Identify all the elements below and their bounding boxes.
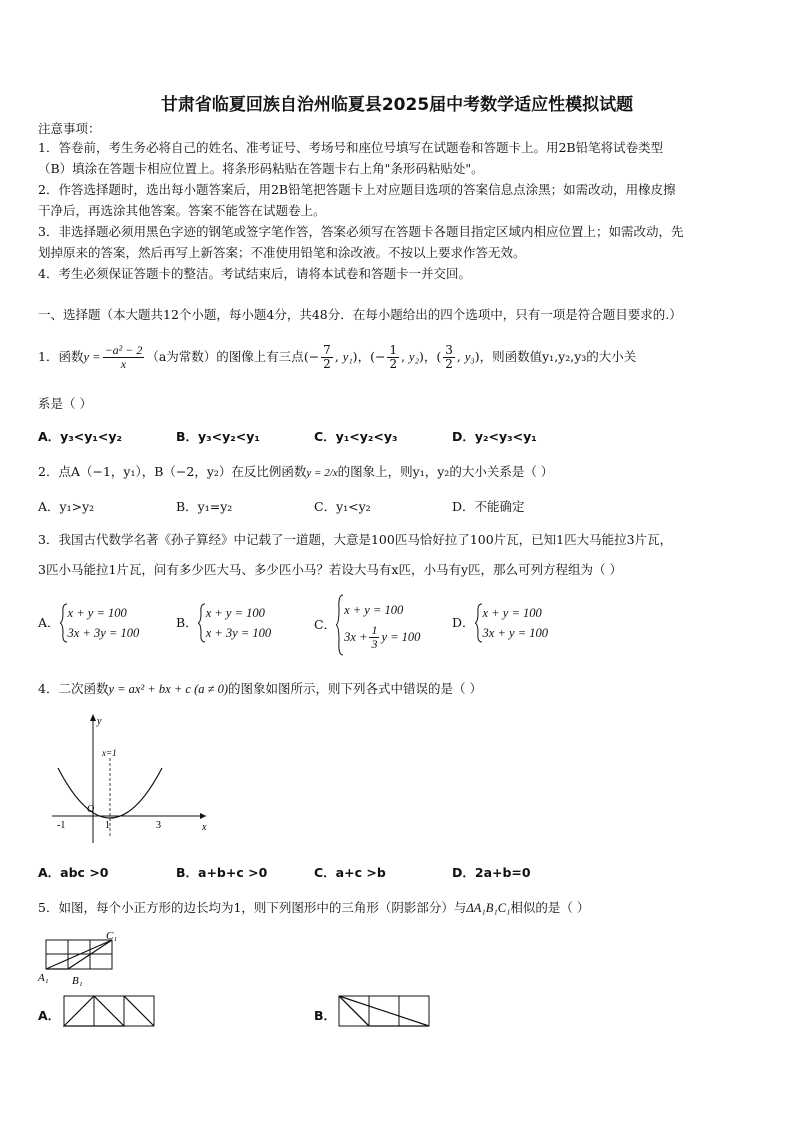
- q5-a-diagonal: [124, 996, 154, 1026]
- q1-point-3: ( $\frac{3}{2}$ , y₃): [436, 342, 480, 371]
- q3-option-d[interactable]: [452, 603, 548, 643]
- q4-stem-b: 的图象如图所示，则下列各式中错误的是（ ）: [228, 681, 482, 696]
- q2-stem-a: 2．点A（−1，y₁），B（−2，y₂）在反比例函数: [38, 464, 307, 479]
- q5-stem-b: 相似的是（ ）: [510, 900, 590, 915]
- notice-line-4: 干净后，再选涂其他答案。答案不能答在试题卷上。: [38, 203, 326, 218]
- q1-p3-y: y₃: [464, 349, 475, 364]
- q4-option-c[interactable]: C．a+c >b: [314, 865, 386, 880]
- notice-line-7: 4．考生必须保证答题卡的整洁。考试结束后，请将本试卷和答题卡一并交回。: [38, 266, 471, 281]
- q3-b-eq2: x + 3y = 100: [205, 626, 272, 640]
- q1-p1-den: 2: [323, 356, 331, 371]
- question-2-stem: [38, 463, 553, 482]
- q3-c-eq2-b: y = 100: [381, 630, 421, 644]
- q5-option-b-figure[interactable]: [338, 995, 430, 1027]
- q1-option-a[interactable]: A．y₃<y₁<y₂: [38, 429, 122, 444]
- q4-option-b[interactable]: B．a+b+c >0: [176, 865, 268, 880]
- q1-condition: （a为常数）的图像上有三点: [146, 349, 304, 364]
- q3-option-b[interactable]: [176, 603, 271, 643]
- q1-option-d[interactable]: D．y₂<y₃<y₁: [452, 429, 537, 444]
- notice-heading: 注意事项：: [38, 121, 101, 136]
- q1-option-c[interactable]: C．y₁<y₂<y₃: [314, 429, 398, 444]
- question-1-stem: 1．函数 y = $\frac{\text{−a² − 2}}{x}$ （a为常数）的图像上有三点 (− $\frac{7}{2}$ , y₁) ， (− $\frac{1}{2}$ , y₂) ， ( $\frac{3}{2}$ , y₃) ，则函数值y₁,y₂,y₃的大小关: [38, 342, 637, 371]
- q3-line-2: 3匹小马能拉1片瓦，问有多少匹大马、多少匹小马？若设大马有x匹，小马有y匹，那么可列方程组为（ ）: [38, 562, 622, 577]
- q2-option-a[interactable]: A．y₁>y₂: [38, 499, 95, 514]
- q3-option-a[interactable]: [38, 603, 139, 643]
- q1-func-numerator: −a² − 2: [104, 342, 143, 357]
- q4-option-a[interactable]: A．abc >0: [38, 865, 109, 880]
- q3-a-eq1: x + y = 100: [67, 606, 127, 620]
- q1-func-lhs: y =: [83, 350, 101, 364]
- q3-b-eq1: x + y = 100: [205, 606, 265, 620]
- q4-stem-a: 4．二次函数: [38, 681, 109, 696]
- q2-option-d[interactable]: D．不能确定: [452, 499, 525, 514]
- q1-p1-num: 7: [323, 342, 331, 357]
- q3-c-brace: [336, 594, 344, 656]
- q5-label-a1: A₁: [38, 972, 49, 984]
- q1-p2-y: y₂: [409, 349, 419, 364]
- notice-line-1: 1．答卷前，考生务必将自己的姓名、准考证号、考场号和座位号填写在试题卷和答题卡上。用2B铅笔将试卷类型: [38, 140, 664, 155]
- exam-title: 甘肃省临夏回族自治州临夏县2025届中考数学适应性模拟试题: [160, 95, 634, 115]
- q3-a-brace: [60, 603, 68, 643]
- q5-reference-figure: [36, 926, 136, 986]
- q4-origin-label: O: [87, 804, 95, 815]
- q1-func-denominator: x: [120, 356, 127, 371]
- q1-prefix: 1．函数: [38, 349, 84, 364]
- q4-function: y = ax² + bx + c (a ≠ 0): [108, 682, 229, 696]
- q2-function: y = 2/x: [306, 467, 338, 479]
- q5-b-triangle: [339, 996, 429, 1026]
- q1-continuation: 系是（ ）: [38, 396, 92, 411]
- q3-a-label: A．: [38, 615, 60, 630]
- q1-p2-num: 1: [389, 342, 398, 357]
- q4-tick-3: 3: [156, 820, 161, 831]
- q3-option-c[interactable]: [314, 594, 420, 656]
- q1-point-2: (− $\frac{1}{2}$ , y₂): [370, 342, 424, 371]
- q3-a-eq2: 3x + 3y = 100: [67, 626, 140, 640]
- q3-c-eq2-a: 3x +: [344, 630, 368, 644]
- q4-x-label: x: [202, 822, 207, 833]
- notice-line-2: （B）填涂在答题卡相应位置上。将条形码粘贴在答题卡右上角"条形码粘贴处"。: [38, 161, 484, 176]
- notice-line-6: 划掉原来的答案，然后再写上新答案；不准使用铅笔和涂改液。不按以上要求作答无效。: [38, 245, 526, 260]
- q5-option-a-figure[interactable]: [63, 995, 155, 1027]
- q3-c-label: C．: [314, 617, 337, 632]
- q3-d-label: D．: [452, 615, 475, 630]
- notice-line-5: 3．非选择题必须用黑色字迹的钢笔或签字笔作答，答案必须写在答题卡各题目指定区域内相应位置上；如需改动，先: [38, 224, 684, 239]
- q1-option-b[interactable]: B．y₃<y₂<y₁: [176, 429, 260, 444]
- q4-parabola-graph: [44, 708, 214, 848]
- q5-label-c1: C₁: [106, 930, 118, 942]
- section-1-heading: 一、选择题（本大题共12个小题，每小题4分，共48分．在每小题给出的四个选项中，只有一项是符合题目要求的.）: [38, 307, 682, 322]
- q3-b-label: B．: [176, 615, 198, 630]
- q3-d-brace: [475, 603, 483, 643]
- q5-option-a-label[interactable]: A．: [38, 1008, 61, 1023]
- q3-d-eq2: 3x + y = 100: [482, 626, 548, 640]
- q4-option-d[interactable]: D．2a+b=0: [452, 865, 531, 880]
- q1-point-1: (− $\frac{7}{2}$ , y₁): [303, 342, 358, 371]
- question-4-stem: [38, 680, 482, 698]
- q1-p3-num: 3: [445, 342, 453, 357]
- q2-stem-b: 的图象上，则y₁，y₂的大小关系是（ ）: [337, 464, 554, 479]
- q5-stem-a: 5．如图，每个小正方形的边长均为1，则下列图形中的三角形（阴影部分）与: [38, 900, 467, 915]
- q5-label-b1: B₁: [72, 975, 83, 986]
- q3-c-eq1: x + y = 100: [344, 602, 404, 617]
- q1-func-fraction: [103, 344, 145, 371]
- q1-p2-den: 2: [389, 356, 398, 371]
- q3-c-eq2-num: 1: [371, 622, 378, 637]
- q4-axis-line-label: x=1: [102, 748, 117, 758]
- question-5-stem: [38, 899, 589, 917]
- q4-x-arrow: [200, 813, 206, 819]
- q1-p3-den: 2: [445, 356, 453, 371]
- q4-y-label: y: [97, 716, 102, 727]
- q3-line-1: 3．我国古代数学名著《孙子算经》中记载了一道题，大意是100匹马恰好拉了100片瓦，已知1匹大马能拉3片瓦，: [38, 532, 673, 547]
- q1-tail: ，则函数值y₁,y₂,y₃的大小关: [479, 349, 637, 364]
- q4-tick-1: 1: [105, 820, 110, 831]
- q5-triangle-name: ΔA₁B₁C₁: [466, 901, 511, 915]
- q3-d-eq1: x + y = 100: [482, 606, 542, 620]
- q3-b-brace: [198, 603, 206, 643]
- q5-option-b-label[interactable]: B．: [314, 1008, 337, 1023]
- q2-option-b[interactable]: B．y₁=y₂: [176, 499, 233, 514]
- q1-p1-y: y₁: [342, 349, 353, 364]
- q4-y-arrow: [90, 714, 96, 721]
- q4-tick-neg1: -1: [57, 820, 66, 831]
- notice-line-3: 2．作答选择题时，选出每小题答案后，用2B铅笔把答题卡上对应题目选项的答案信息点涂黑；如需改动，用橡皮擦: [38, 182, 676, 197]
- q2-option-c[interactable]: C．y₁<y₂: [314, 499, 371, 514]
- q3-c-eq2-den: 3: [371, 636, 378, 651]
